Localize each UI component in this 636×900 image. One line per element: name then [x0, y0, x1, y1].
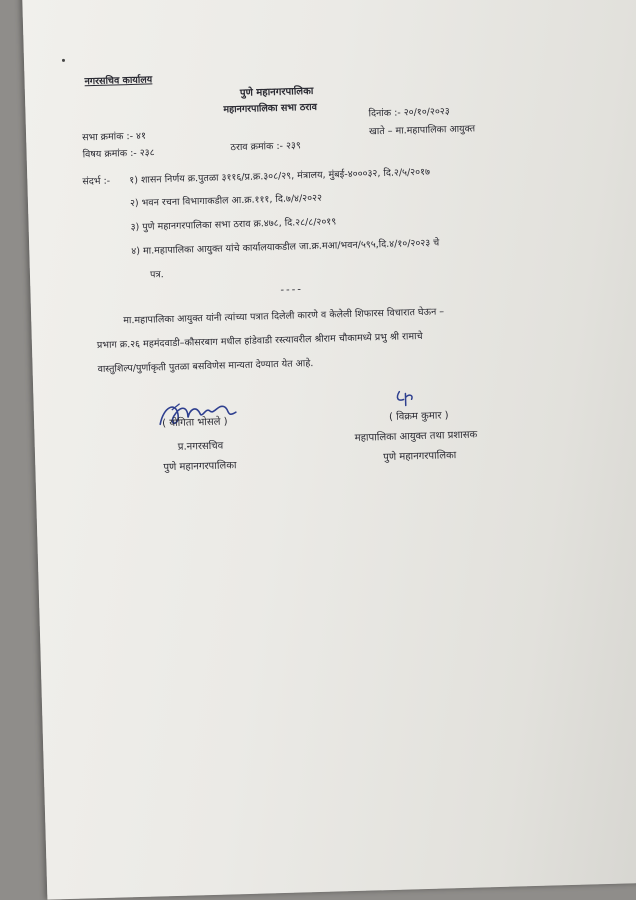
signatory-left-org: पुणे महानगरपालिका [163, 460, 237, 474]
body-line: प्रभाग क्र.२६ महमंदवाडी–कौसरबाग मधील हांडेवाडी रस्त्यावरील श्रीराम चौकामध्ये प्रभु श्री रामाचे [96, 330, 423, 352]
resolution-title: महानगरपालिका सभा ठराव [223, 101, 318, 116]
reference-item: २) भवन रचना विभागाकडील आ.क्र.१११, दि.७/४/२०२२ [129, 192, 323, 210]
date: दिनांक :- २०/१०/२०२३ [368, 106, 450, 120]
signatory-left-name: ( योगिता भोसले ) [162, 416, 228, 430]
reference-item: १) शासन निर्णय क्र.पुतळा ३११६/प्र.क्र.३०८/२९, मंत्रालय, मुंबई-४०००३२, दि.२/५/२०१७ [129, 166, 431, 187]
signatory-left-designation: प्र.नगरसचिव [177, 440, 224, 453]
references-label: संदर्भ :- [82, 175, 111, 188]
body-line: मा.महापालिका आयुक्त यांनी त्यांच्या पत्रात दिलेली कारणे व केलेली शिफारस विचारात घेऊन – [123, 306, 445, 327]
reference-item: ४) मा.महापालिका आयुक्त यांचे कार्यालयाकडील जा.क्र.मआ/भवन/५९५,दि.४/१०/२०२३ चे [131, 237, 440, 258]
document-page [22, 0, 636, 900]
signatory-right-designation: महापालिका आयुक्त तथा प्रशासक [354, 429, 478, 444]
subject-number: विषय क्रमांक :- २३८ [82, 147, 155, 161]
department: खाते – मा.महापालिका आयुक्त [368, 123, 476, 138]
reference-item-continued: पत्र. [149, 269, 164, 281]
resolution-number: ठराव क्रमांक :- २३९ [230, 140, 302, 154]
punch-mark [62, 59, 65, 62]
meeting-number: सभा क्रमांक :- ४१ [81, 130, 147, 144]
signature-right [389, 385, 430, 410]
body-line: वास्तुशिल्प/पुर्णाकृती पुतळा बसविणेस मान्यता देण्यात येत आहे. [97, 358, 314, 376]
separator: ---- [280, 284, 304, 296]
signatory-right-org: पुणे महानगरपालिका [383, 450, 457, 464]
office-heading: नगरसचिव कार्यालय [84, 74, 153, 88]
reference-item: ३) पुणे महानगरपालिका सभा ठराव क्र.४७८, दि.२८/८/२०१९ [130, 216, 337, 234]
signatory-right-name: ( विक्रम कुमार ) [388, 410, 449, 423]
corporation-title: पुणे महानगरपालिका [239, 85, 314, 99]
